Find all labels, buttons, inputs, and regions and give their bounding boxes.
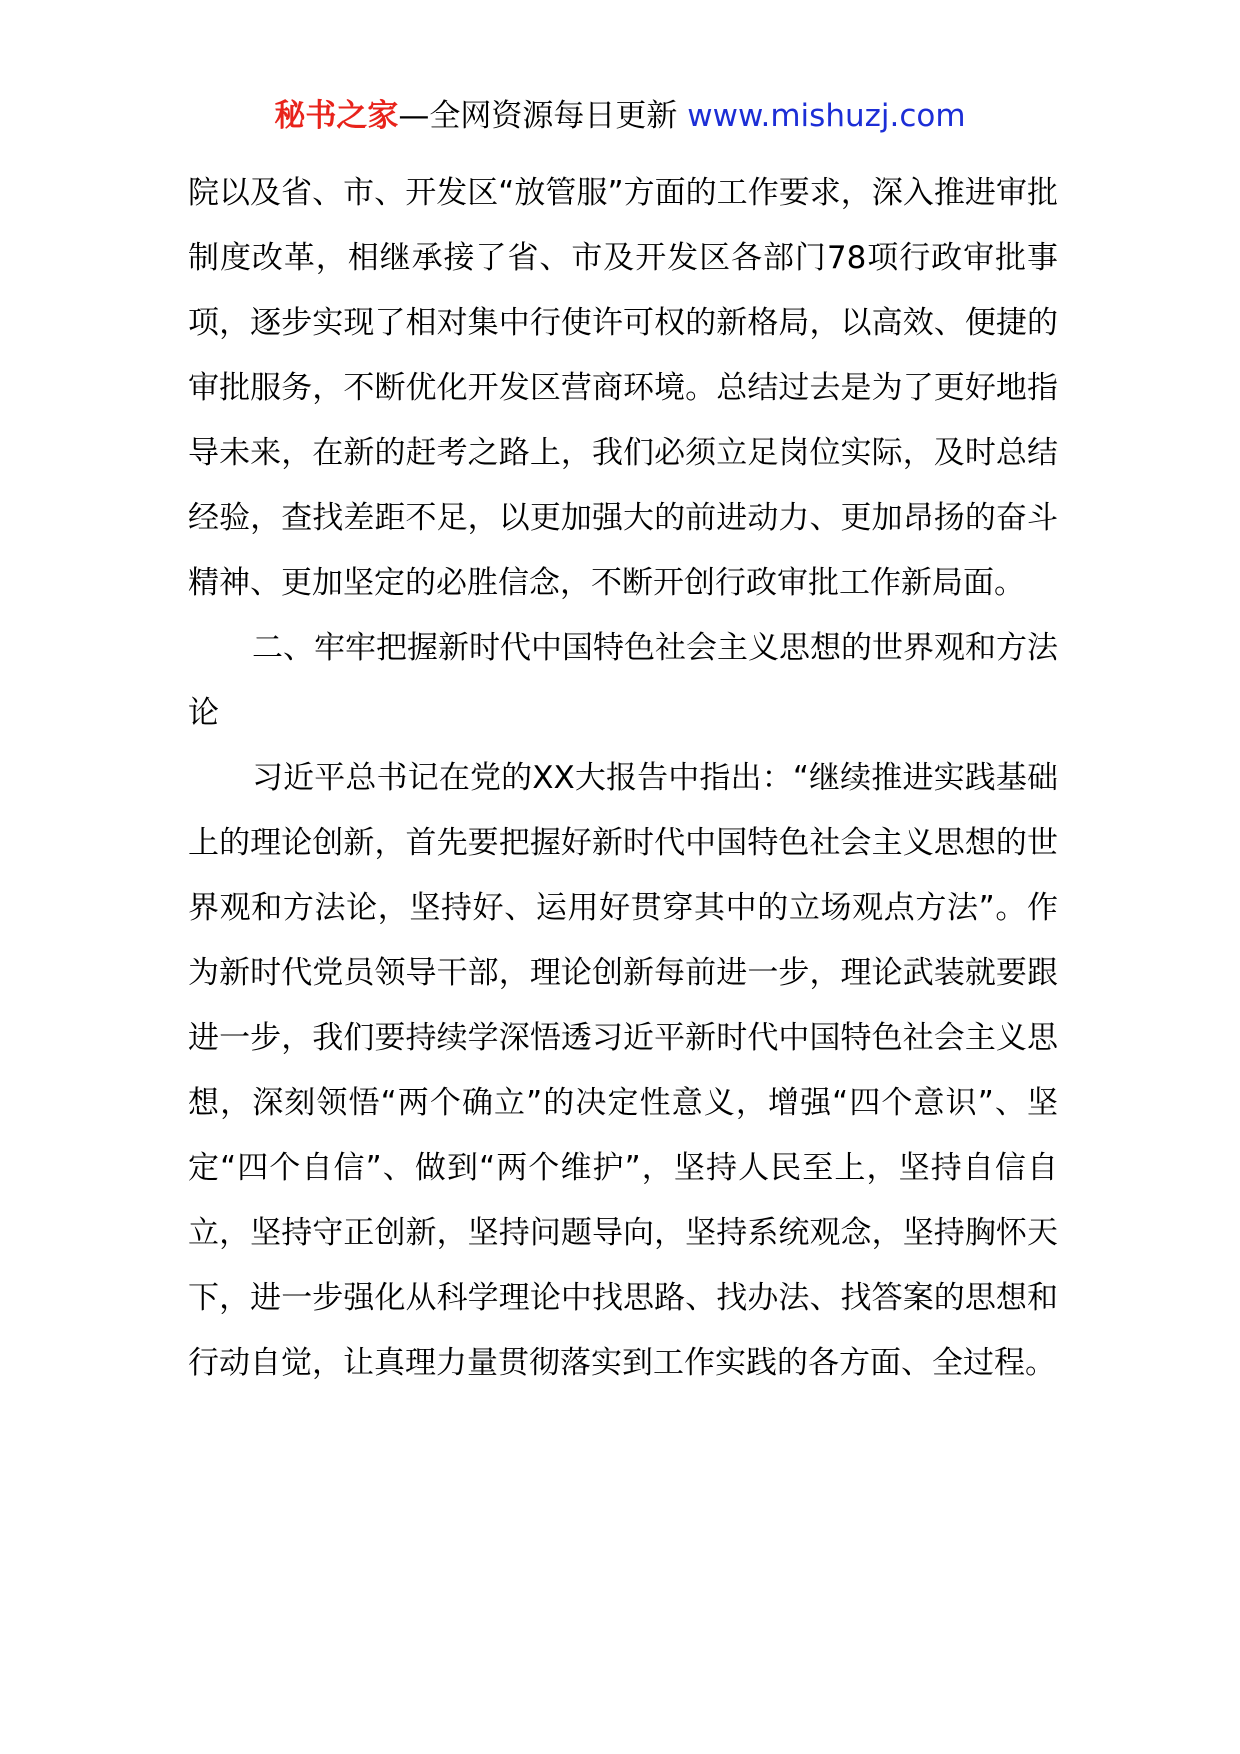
brand-name: 秘书之家 [274,98,399,134]
website-link[interactable]: www.mishuzj.com [687,98,966,134]
body-paragraph: 院以及省、市、开发区“放管服”方面的工作要求，深入推进审批制度改革，相继承接了省、市及开发区各部门78项行政审批事项，逐步实现了相对集中行使许可权的新格局，以高效、便捷的审批服务，不断优化开发区营商环境。总结过去是为了更好地指导未来，在新的赶考之路上，我们必须立足岗位实际，及时总结经验，查找差距不足，以更加强大的前进动力、更加昂扬的奋斗精神、更加坚定的必胜信念，不断开创行政审批工作新局面。 [188,175,1058,601]
section-heading: 二、牢牢把握新时代中国特色社会主义思想的世界观和方法论 [188,630,1058,731]
body-paragraph: 习近平总书记在党的XX大报告中指出：“继续推进实践基础上的理论创新，首先要把握好新时代中国特色社会主义思想的世界观和方法论，坚持好、运用好贯穿其中的立场观点方法”。作为新时代党员领导干部，理论创新每前进一步，理论武装就要跟进一步，我们要持续学深悟透习近平新时代中国特色社会主义思想，深刻领悟“两个确立”的决定性意义，增强“四个意识”、坚定“四个自信”、做到“两个维护”，坚持人民至上，坚持自信自立，坚持守正创新，坚持问题导向，坚持系统观念，坚持胸怀天下，进一步强化从科学理论中找思路、找办法、找答案的思想和行动自觉，让真理力量贯彻落实到工作实践的各方面、全过程。 [188,760,1058,1381]
document-body [188,161,1058,1396]
header-tagline: —全网资源每日更新 [398,98,678,134]
page-header [0,96,1240,136]
